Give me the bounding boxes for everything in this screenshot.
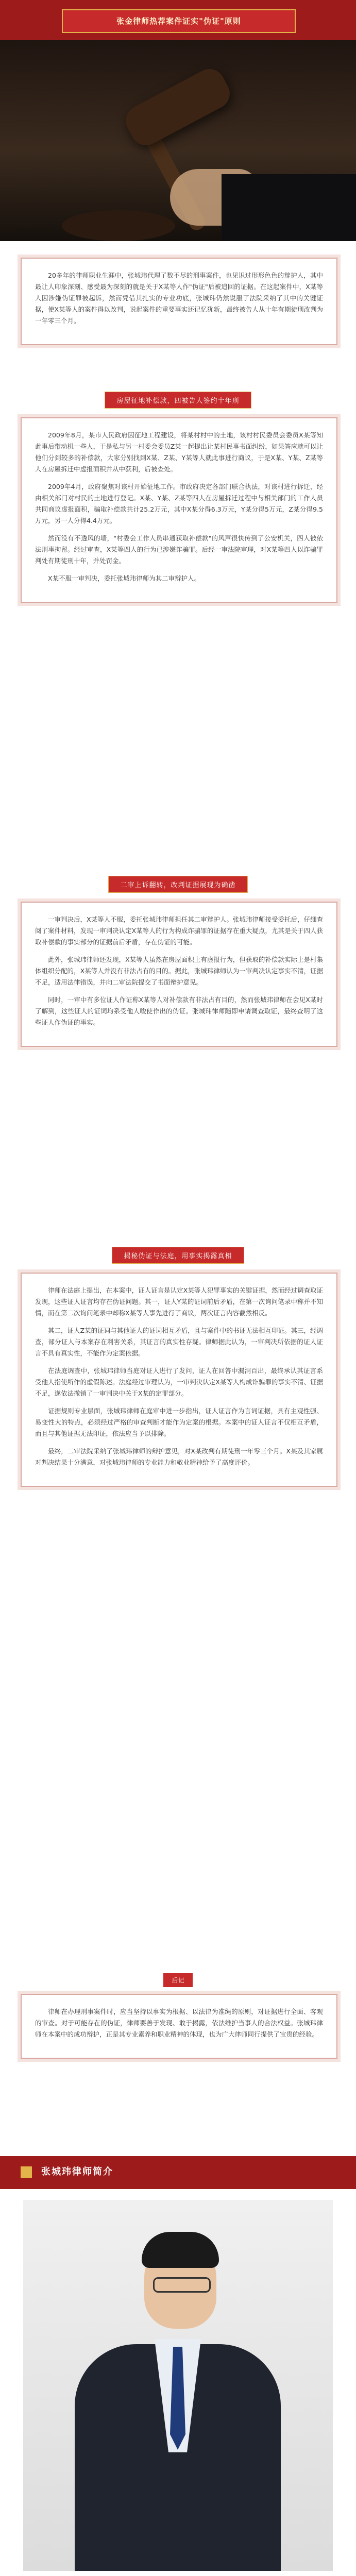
- section1-card: [21, 417, 337, 603]
- section2-title: [0, 876, 356, 893]
- hero-image-gavel: [0, 40, 356, 241]
- section1-p2: 2009年4月，政府聚焦对该村开始征地工作。市政府决定各部门联合执法，对该村进行拆迁，经由相关部门对村民的土地进行登记。X某、Y某、Z某等四人在房屋拆迁过程中与相关部门的工作人员共同商议虚报面积，骗取补偿款共计25.2万元，其中X某分得6.3万元，Y某分得5万元，Z某分得9.5万元，另一人分得4.4万元。: [35, 483, 323, 524]
- section3-p2: 其二，证人Z某的证词与其他证人的证词相互矛盾，且与案件中的书证无法相互印证。其三，经调查，部分证人与本案存在利害关系，其证言的真实性存疑。律师据此认为，一审判决所依据的证人证言不具有真实性，不能作为定案依据。: [35, 1327, 323, 1357]
- lawyer-portrait: [23, 2200, 333, 2571]
- profile-banner: [0, 2156, 356, 2189]
- section3-title: [0, 1247, 356, 1264]
- section3-p4: 证据规则专业层面，张城玮律师在庭审中进一步指出，证人证言作为言词证据，具有主观性强、易变性大的特点，必须经过严格的审查判断才能作为定案的根据。本案中的证人证言不仅相互矛盾，而且与其他证据无法印证，依法应当予以排除。: [35, 1407, 323, 1437]
- epilogue-card: [21, 1994, 337, 2059]
- portrait-glasses: [153, 2277, 211, 2293]
- header-banner: [0, 0, 356, 40]
- portrait-hair: [142, 2232, 219, 2268]
- section1-p4: X某不服一审判决，委托张城玮律师为其二审辩护人。: [48, 574, 201, 582]
- section2-p1: 一审判决后，X某等人不服，委托张城玮律师担任其二审辩护人。张城玮律师接受委托后，仔细查阅了案件材料，发现一审判决认定X某等人的行为构成诈骗罪的证据存在重大疑点，尤其是关于四人获取补偿款的事实部分的证据前后矛盾，存在伪证的可能。: [35, 916, 323, 946]
- intro-text: 20多年的律师职业生涯中，张城玮代理了数不尽的刑事案件，也见识过形形色色的辩护人，其中最让人印象深刻、感受最为深刻的就是关于X某等人作"伪证"后被追回的证据。在这起案件中，X某等人因涉嫌伪证罪被起诉，然而凭借其扎实的专业功底，张城玮仍然说服了法院采纳了其中的关键证据，使X某等人的案件得以改判，说起案件的重要事实还记忆犹新，最终被告人从十年有期徒刑改判为一年零三个月。: [35, 272, 323, 325]
- intro-card: [21, 258, 337, 345]
- epilogue-p1: 律师在办理刑事案件时，应当坚持以事实为根据、以法律为准绳的原则，对证据进行全面、客观的审查。对于可能存在的伪证，律师要善于发现、敢于揭露，依法维护当事人的合法权益。张城玮律师在本案中的成功辩护，正是其专业素养和职业精神的体现，也为广大律师同行提供了宝贵的经验。: [35, 2008, 323, 2038]
- section2-p2: 此外，张城玮律师还发现，X某等人虽然在房屋面积上有虚报行为，但获取的补偿款实际上是村集体组织分配的，X某等人并没有非法占有的目的。据此，张城玮律师认为一审判决认定事实不清，证据不足，适用法律错误，并向二审法院提交了书面辩护意见。: [35, 956, 323, 986]
- profile-banner-label: 张城玮律师简介: [41, 2166, 113, 2177]
- sleeve: [222, 174, 356, 241]
- section2-p3: 同时，一审中有多位证人作证称X某等人对补偿款有非法占有目的，然而张城玮律师在会见X某时了解到，这些证人的证词均系受他人唆使作出的伪证。张城玮律师随即申请调查取证，最终查明了这些证人作伪证的事实。: [35, 996, 323, 1026]
- section3-p5: 最终，二审法院采纳了张城玮律师的辩护意见，对X某改判有期徒刑一年零三个月。X某及其家属对判决结果十分满意，对张城玮律师的专业能力和敬业精神给予了高度评价。: [35, 1447, 323, 1466]
- section1-p3: 然而没有不透风的墙，"村委会工作人员串通获取补偿款"的风声很快传到了公安机关，四人被依法刑事拘留。经过审查，X某等四人的行为已涉嫌诈骗罪。后经一审法院审理，对X某等四人以诈骗罪判处有期徒刑十年，并处罚金。: [35, 534, 323, 565]
- banner-square-icon: [21, 2166, 32, 2178]
- section3-p3: 在法庭调查中，张城玮律师当庭对证人进行了发问，证人在回答中漏洞百出，最终承认其证言系受他人指使所作的虚假陈述。法庭经过审理认为，一审判决认定X某等人构成诈骗罪的事实不清、证据不足，遂依法撤销了一审判决中关于X某的定罪部分。: [35, 1367, 323, 1397]
- gavel-head: [121, 63, 235, 150]
- section1-title-label: 房屋征地补偿款，四被告人签约十年刑: [105, 392, 251, 409]
- gavel-base: [62, 210, 175, 241]
- section1-title: [0, 392, 356, 409]
- header-title: 张金律师热荐案件证实"伪证"原则: [62, 9, 296, 33]
- section3-p1: 律师在法庭上提出，在本案中，证人证言是认定X某等人犯罪事实的关键证据，然而经过调查取证发现，这些证人证言均存在伪证问题。其一，证人Y某的证词前后矛盾，在第一次询问笔录中称并不知情，而在第二次询问笔录中却称X某等人事先进行了商议，两次证言内容截然相反。: [35, 1286, 323, 1317]
- epilogue-title: [0, 1973, 356, 1987]
- section3-title-label: 揭秘伪证与法庭，用事实揭露真相: [112, 1247, 244, 1264]
- epilogue-title-label: 后记: [163, 1973, 192, 1987]
- section1-p1: 2009年8月，某市人民政府因征地工程建设，将某村村中的土地，该村村民委员会委员X某等知此事后带动机一些人，于是私与另一村委会委员Z某一起提出让某村民事书面纠纷，如果答应就可以让他们分到较多的补偿款，大家分别找到X某、Z某、Y某等人就此事进行商议，于是X某、Y某、Z某等人在房屋拆迁中虚报面积并从中获利，后被查处。: [35, 431, 323, 473]
- section2-title-label: 二审上诉翻转，改判证据展现为确凿: [108, 876, 247, 893]
- section3-card: [21, 1273, 337, 1487]
- section2-card: [21, 902, 337, 1047]
